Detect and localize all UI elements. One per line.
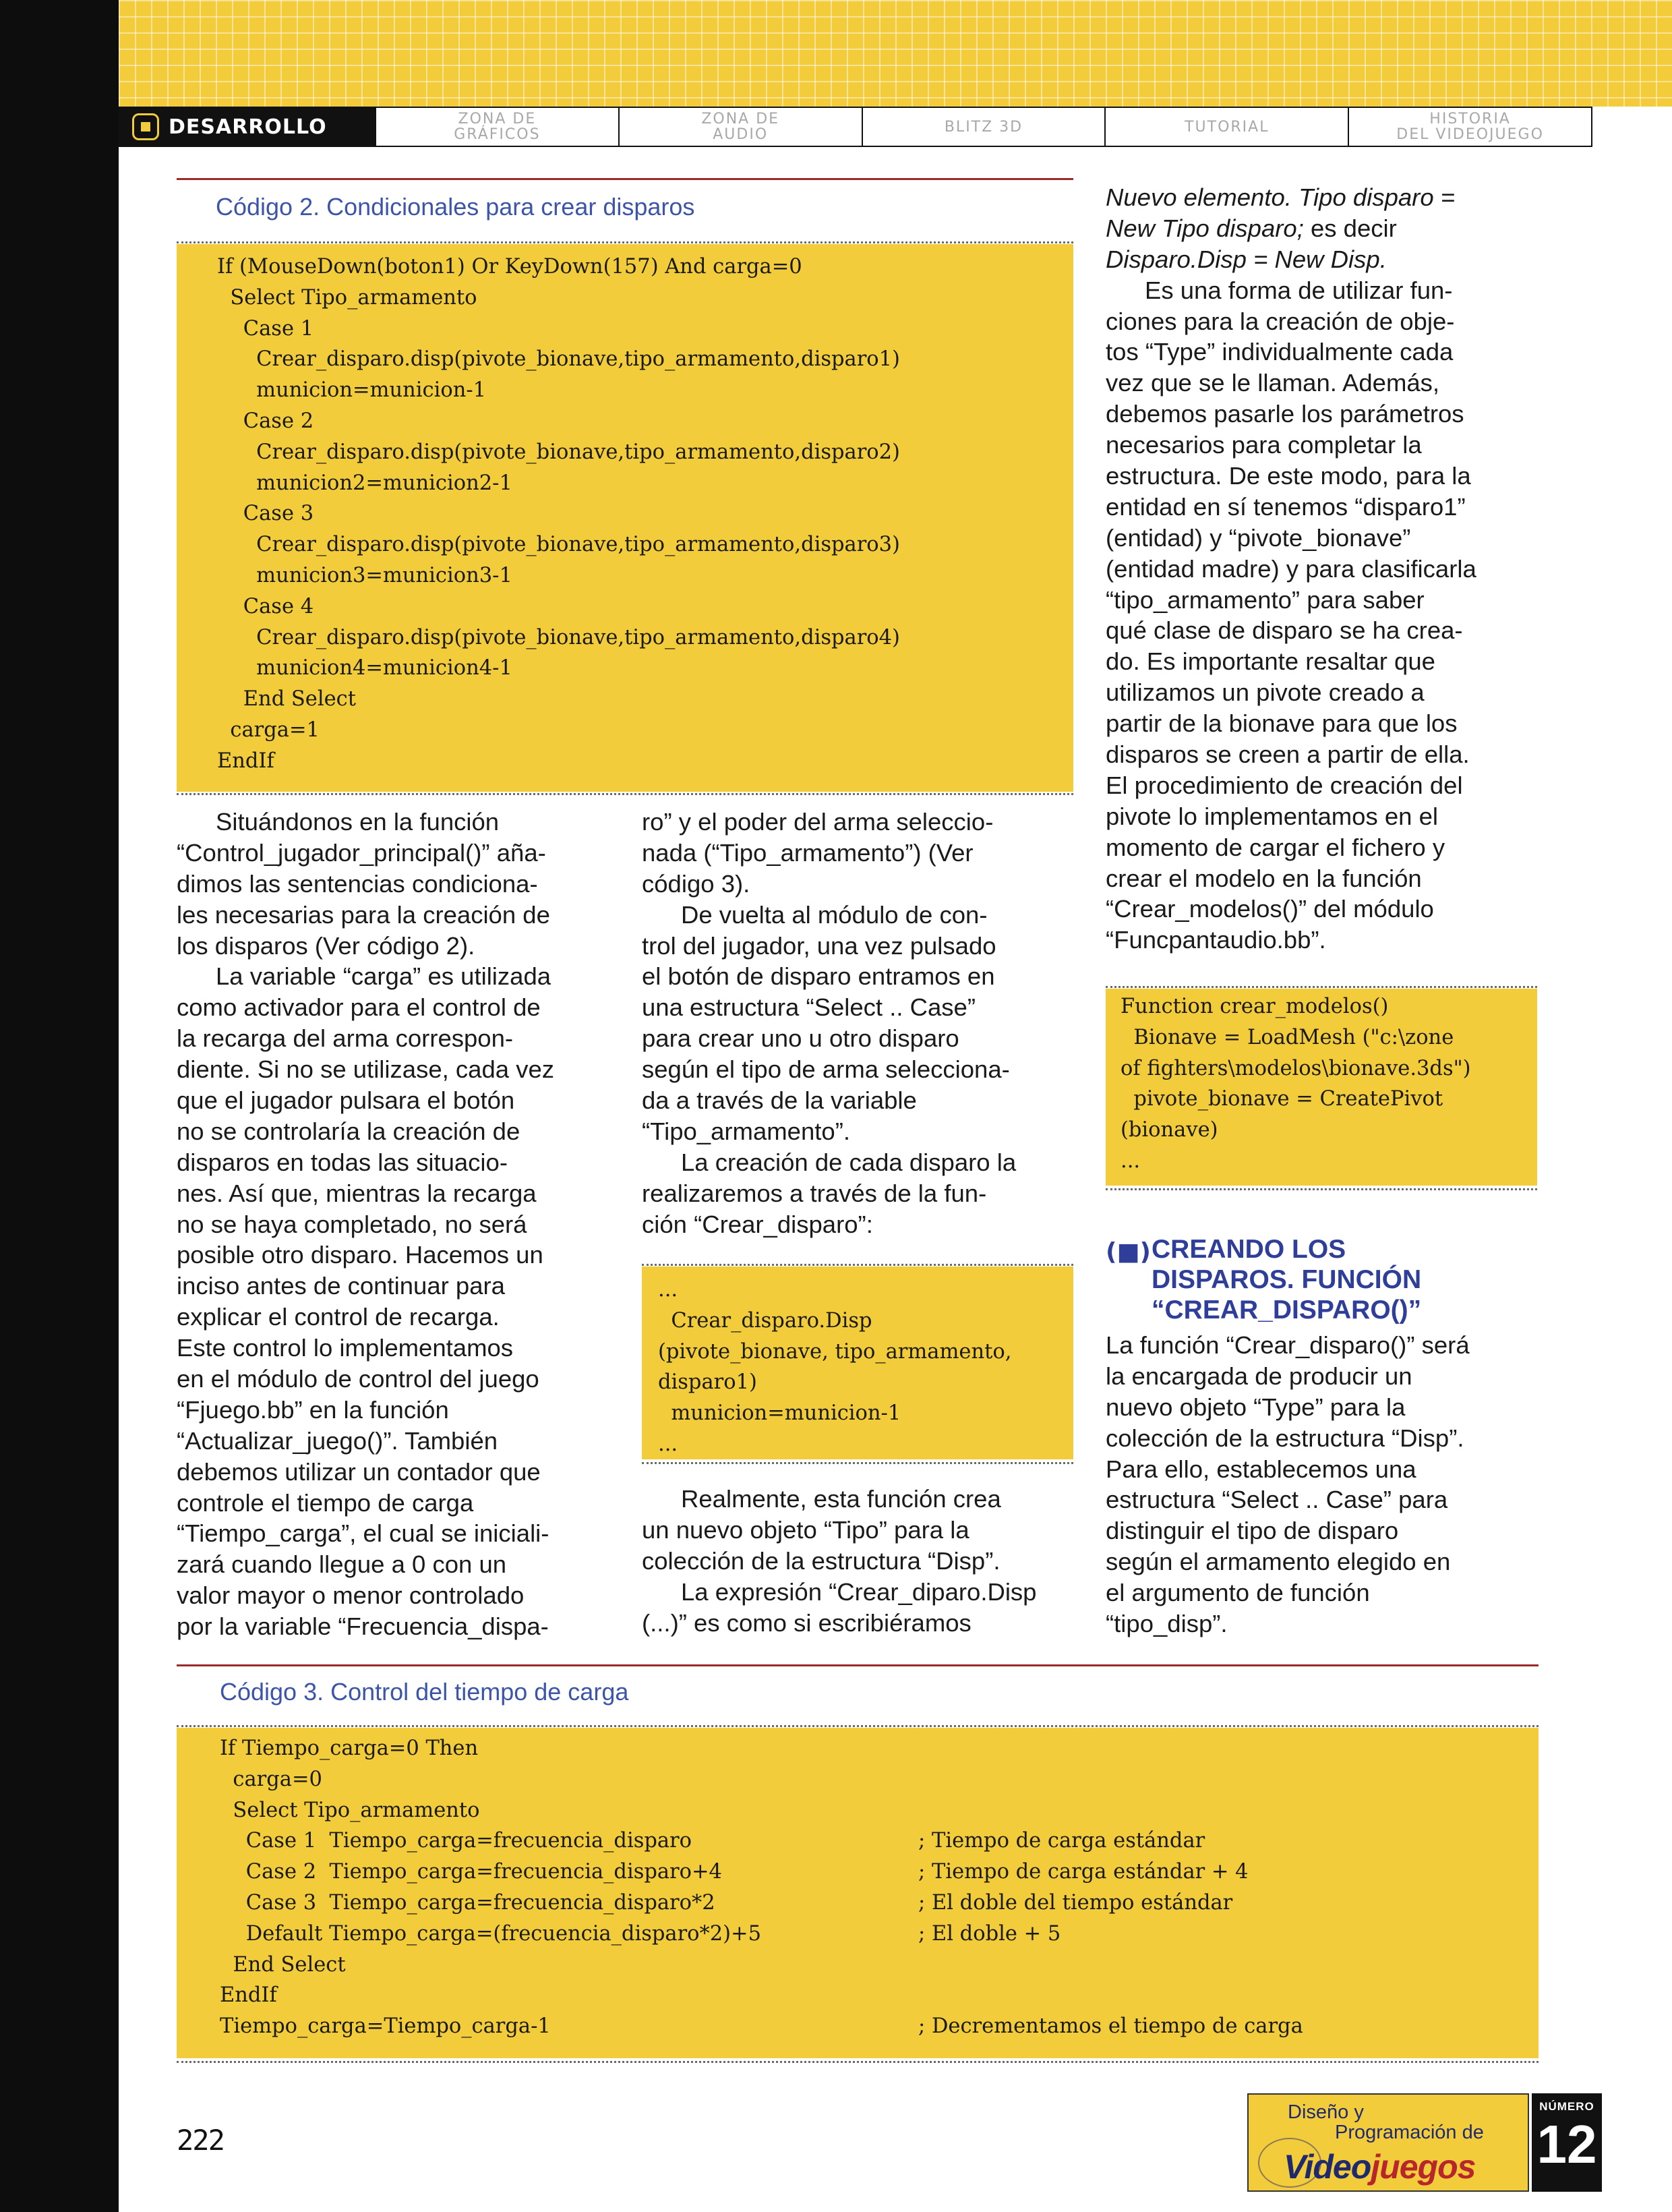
nav-tab-zona-audio[interactable] — [618, 108, 862, 146]
logo-word-2: juegos — [1371, 2148, 1476, 2186]
text-line: Realmente, esta función crea — [681, 1485, 1001, 1513]
text-fragment: es decir — [1303, 214, 1397, 242]
code-line: Case 4 — [217, 594, 314, 618]
text-line: Este control lo implementamos — [177, 1334, 514, 1362]
text-line: El procedimiento de creación del — [1106, 771, 1463, 799]
text-line: La función “Crear_disparo()” será — [1106, 1331, 1470, 1359]
text-line: realizaremos a través de la fun- — [642, 1179, 987, 1207]
code-line — [220, 1857, 1539, 1888]
code-line — [220, 1795, 1539, 1826]
text-line: estructura “Select .. Case” para — [1106, 1486, 1448, 1514]
text-line: por la variable “Frecuencia_dispa- — [177, 1612, 549, 1641]
text-line: qué clase de disparo se ha crea- — [1106, 616, 1463, 645]
nav-tab-label: AUDIO — [713, 126, 769, 143]
text-line: los disparos (Ver código 2). — [177, 931, 475, 960]
code-line: Crear_disparo.disp(pivote_bionave,tipo_armamento,disparo2) — [217, 440, 900, 464]
text-line: “Tipo_armamento”. — [642, 1117, 851, 1145]
top-yellow-band — [119, 0, 1672, 107]
code-statement: Case 3 Tiempo_carga=frecuencia_disparo*2 — [220, 1890, 715, 1915]
code-statement: Tiempo_carga=Tiempo_carga-1 — [220, 2014, 551, 2039]
nav-tab-label: ZONA DE — [701, 111, 780, 127]
text-line — [1106, 213, 1551, 244]
logo-title — [1284, 2147, 1475, 2186]
text-line: Es una forma de utilizar fun- — [1145, 276, 1453, 304]
text-line: en el módulo de control del juego — [177, 1365, 539, 1393]
text-line: entidad en sí tenemos “disparo1” — [1106, 492, 1466, 521]
text-line: código 3). — [642, 869, 750, 898]
code-line: municion=municion-1 — [217, 378, 487, 403]
dotted-rule — [177, 793, 1073, 795]
text-line: explicar el control de recarga. — [177, 1303, 500, 1331]
crear-modelos-snippet — [1106, 989, 1537, 1186]
text-line: controle el tiempo de carga — [177, 1488, 474, 1517]
code-comment: ; Tiempo de carga estándar — [918, 1829, 1205, 1853]
section-bullet-icon — [132, 113, 159, 140]
caption-rule — [177, 1664, 1539, 1666]
code-statement: Case 2 Tiempo_carga=frecuencia_disparo+4 — [220, 1860, 722, 1884]
text-line: Para ello, establecemos una — [1106, 1455, 1416, 1483]
code-statement: Select Tipo_armamento — [220, 1798, 480, 1822]
nav-tab-label: DEL VIDEOJUEGO — [1396, 126, 1544, 143]
text-line: “Crear_modelos()” del módulo — [1106, 895, 1434, 923]
nav-current-section[interactable] — [120, 108, 375, 146]
text-line: según el tipo de arma selecciona- — [642, 1055, 1010, 1084]
text-line: disparos en todas las situacio- — [177, 1148, 508, 1176]
text-line: diente. Si no se utilizase, cada vez — [177, 1055, 554, 1084]
column-2-text-bottom — [642, 1484, 1073, 1638]
crear-disparo-snippet — [642, 1267, 1073, 1459]
text-line: ción “Crear_disparo”: — [642, 1210, 873, 1238]
text-line: partir de la bionave para que los — [1106, 709, 1458, 738]
text-line: el botón de disparo entramos en — [642, 962, 995, 991]
code-statement: End Select — [220, 1952, 346, 1977]
code-line — [220, 1733, 1539, 1764]
dotted-rule — [177, 241, 1073, 243]
code-line: ... — [658, 1432, 678, 1456]
text-line: no se controlaría la creación de — [177, 1117, 520, 1145]
code-line: Case 3 — [217, 502, 314, 526]
code-line: disparo1) — [658, 1370, 757, 1395]
text-line: pivote lo implementamos en el — [1106, 802, 1438, 830]
code-line: (pivote_bionave, tipo_armamento, — [658, 1339, 1012, 1364]
section-nav — [119, 107, 1592, 147]
code-line: End Select — [217, 687, 356, 711]
text-line: colección de la estructura “Disp”. — [642, 1546, 1001, 1575]
text-line: vez que se le llaman. Además, — [1106, 369, 1440, 397]
dotted-rule — [1106, 986, 1537, 988]
text-line: distinguir el tipo de disparo — [1106, 1517, 1399, 1545]
text-line: necesarios para completar la — [1106, 431, 1422, 459]
text-line: “Actualizar_juego()”. También — [177, 1426, 498, 1455]
code-statement: EndIf — [220, 1983, 277, 2008]
code-line: carga=1 — [217, 718, 320, 742]
text-line: nada (“Tipo_armamento”) (Ver — [642, 838, 974, 867]
text-line: (...)” es como si escribiéramos — [642, 1608, 972, 1637]
column-1-text — [177, 807, 615, 1642]
code-line — [220, 2011, 1539, 2042]
text-line: La expresión “Crear_diparo.Disp — [681, 1577, 1037, 1606]
nav-tab-label: ZONA DE — [458, 111, 537, 127]
code-line: of fighters\modelos\bionave.3ds") — [1121, 1056, 1471, 1080]
code-line: municion=municion-1 — [658, 1401, 901, 1426]
logo-line1: Diseño y — [1288, 2101, 1364, 2123]
column-2-text — [642, 807, 1073, 1240]
text-line — [1106, 244, 1551, 275]
italic-text: Disparo.Disp = New Disp. — [1106, 245, 1387, 273]
nav-tab-label: TUTORIAL — [1185, 118, 1270, 136]
code-line: Function crear_modelos() — [1121, 995, 1389, 1018]
text-line: Situándonos en la función — [216, 808, 500, 836]
text-line: como activador para el control de — [177, 993, 541, 1022]
text-line: les necesarias para la creación de — [177, 900, 550, 929]
dotted-rule — [177, 2061, 1539, 2063]
logo-line2: Programación de — [1335, 2122, 1484, 2143]
code-line: Case 2 — [217, 409, 314, 433]
code-line: pivote_bionave = CreatePivot — [1121, 1087, 1443, 1111]
italic-text: New Tipo disparo; — [1106, 214, 1304, 242]
code-line: Crear_disparo.Disp — [658, 1308, 872, 1333]
text-line: una estructura “Select .. Case” — [642, 993, 976, 1022]
code-statement: If Tiempo_carga=0 Then — [220, 1737, 479, 1760]
nav-tab-label: HISTORIA — [1429, 111, 1511, 127]
nav-tab-tutorial[interactable] — [1104, 108, 1348, 146]
issue-number: 12 — [1536, 2114, 1597, 2174]
logo-word-1: Video — [1284, 2148, 1371, 2186]
text-line: colección de la estructura “Disp”. — [1106, 1424, 1464, 1452]
text-line: “tipo_armamento” para saber — [1106, 585, 1425, 614]
dotted-rule — [642, 1264, 1073, 1266]
text-line: la encargada de producir un — [1106, 1362, 1412, 1390]
code-line: municion3=municion3-1 — [217, 563, 512, 587]
text-line: utilizamos un pivote creado a — [1106, 678, 1425, 707]
text-line: dimos las sentencias condiciona- — [177, 869, 538, 898]
text-line: debemos utilizar un contador que — [177, 1457, 541, 1486]
text-line: nes. Así que, mientras la recarga — [177, 1179, 537, 1207]
text-line: un nuevo objeto “Tipo” para la — [642, 1515, 969, 1544]
text-line: “Tiempo_carga”, el cual se iniciali- — [177, 1519, 549, 1548]
nav-tab-historia[interactable] — [1348, 108, 1591, 146]
text-line: do. Es importante resaltar que — [1106, 647, 1435, 676]
dotted-rule — [177, 1725, 1539, 1727]
text-line: momento de cargar el fichero y — [1106, 833, 1445, 861]
text-line: posible otro disparo. Hacemos un — [177, 1241, 543, 1269]
code-comment: ; El doble del tiempo estándar — [918, 1890, 1233, 1915]
caption-rule — [177, 178, 1073, 180]
code-line: ... — [658, 1278, 678, 1302]
issue-label: NÚMERO — [1539, 2100, 1594, 2113]
nav-tab-label: BLITZ 3D — [944, 118, 1023, 136]
heading-line: DISPAROS. FUNCIÓN — [1152, 1265, 1422, 1294]
code-line — [220, 1919, 1539, 1950]
dotted-rule — [642, 1462, 1073, 1464]
code-line: Crear_disparo.disp(pivote_bionave,tipo_armamento,disparo4) — [217, 625, 900, 649]
nav-tab-blitz3d[interactable] — [862, 108, 1105, 146]
code-line: municion2=municion2-1 — [217, 471, 512, 495]
code-line: If (MouseDown(boton1) Or KeyDown(157) And carga=0 — [217, 255, 802, 279]
text-line: La variable “carga” es utilizada — [216, 962, 551, 991]
code-line — [220, 1980, 1539, 2011]
text-line: según el armamento elegido en — [1106, 1548, 1451, 1576]
text-line: trol del jugador, una vez pulsado — [642, 931, 996, 960]
code-line: Select Tipo_armamento — [217, 285, 477, 310]
page-number: 222 — [177, 2124, 224, 2157]
text-line: (entidad) y “pivote_bionave” — [1106, 523, 1411, 552]
code-line — [220, 1826, 1539, 1857]
text-line: estructura. De este modo, para la — [1106, 462, 1471, 490]
text-line: “Fjuego.bb” en la función — [177, 1395, 449, 1424]
code-line — [220, 1764, 1539, 1795]
text-line: De vuelta al módulo de con- — [681, 900, 988, 929]
dotted-rule — [1106, 1188, 1537, 1190]
text-line: valor mayor o menor controlado — [177, 1581, 525, 1610]
code-line: Crear_disparo.disp(pivote_bionave,tipo_armamento,disparo1) — [217, 347, 900, 372]
code3-block — [177, 1728, 1539, 2058]
code-statement: Default Tiempo_carga=(frecuencia_disparo*2)+5 — [220, 1921, 762, 1946]
issue-badge — [1532, 2093, 1602, 2192]
code-line: municion4=municion4-1 — [217, 656, 512, 680]
text-line: (entidad madre) y para clasificarla — [1106, 554, 1476, 583]
text-line: inciso antes de continuar para — [177, 1272, 505, 1300]
section-bullet-icon: (■) — [1106, 1238, 1151, 1266]
code3-caption: Código 3. Control del tiempo de carga — [220, 1678, 629, 1706]
nav-current-section-label: DESARROLLO — [169, 115, 327, 139]
nav-tab-label: GRÁFICOS — [454, 126, 541, 143]
text-line: que el jugador pulsara el botón — [177, 1086, 515, 1115]
column-3-text-after — [1106, 1330, 1551, 1639]
code-line: Bionave = LoadMesh ("c:\zone — [1121, 1025, 1454, 1049]
code-comment: ; Decrementamos el tiempo de carga — [918, 2014, 1303, 2039]
text-line: “tipo_disp”. — [1106, 1610, 1228, 1638]
text-line: crear el modelo en la función — [1106, 864, 1422, 892]
heading-line: CREANDO LOS — [1152, 1235, 1346, 1264]
left-black-margin — [0, 0, 119, 2212]
code-line — [220, 1888, 1539, 1919]
code-statement: carga=0 — [220, 1767, 322, 1791]
text-line: para crear uno u otro disparo — [642, 1024, 959, 1053]
magazine-logo — [1247, 2093, 1529, 2192]
text-line: tos “Type” individualmente cada — [1106, 338, 1454, 366]
code-comment: ; Tiempo de carga estándar + 4 — [918, 1860, 1249, 1884]
heading-line: “CREAR_DISPARO()” — [1152, 1296, 1422, 1325]
text-line: zará cuando llegue a 0 con un — [177, 1550, 507, 1579]
section-heading — [1152, 1234, 1556, 1325]
text-line: ro” y el poder del arma seleccio- — [642, 808, 994, 836]
column-3-text — [1106, 182, 1551, 956]
text-line — [1106, 182, 1551, 213]
text-line: debemos pasarle los parámetros — [1106, 400, 1464, 428]
code-line: Crear_disparo.disp(pivote_bionave,tipo_armamento,disparo3) — [217, 533, 900, 557]
code-statement: Case 1 Tiempo_carga=frecuencia_disparo — [220, 1829, 692, 1853]
text-line: ciones para la creación de obje- — [1106, 307, 1455, 335]
code-line — [220, 1950, 1539, 1981]
text-line: el argumento de función — [1106, 1579, 1370, 1607]
code-comment: ; El doble + 5 — [918, 1921, 1061, 1946]
code-line: ... — [1121, 1148, 1141, 1173]
code-line: EndIf — [217, 749, 274, 773]
code-line: Case 1 — [217, 316, 314, 341]
code-line: (bionave) — [1121, 1118, 1218, 1142]
text-line: la recarga del arma correspon- — [177, 1024, 514, 1053]
text-line: La creación de cada disparo la — [681, 1148, 1017, 1176]
text-line: disparos se creen a partir de ella. — [1106, 740, 1470, 769]
text-line: da a través de la variable — [642, 1086, 917, 1115]
nav-tab-zona-graficos[interactable] — [375, 108, 618, 146]
text-line: nuevo objeto “Type” para la — [1106, 1393, 1406, 1421]
code2-block — [177, 244, 1073, 792]
italic-text: Nuevo elemento. Tipo disparo = — [1106, 183, 1456, 211]
code2-caption: Código 2. Condicionales para crear disparos — [216, 193, 695, 221]
text-line: “Funcpantaudio.bb”. — [1106, 926, 1326, 954]
text-line: no se haya completado, no será — [177, 1210, 527, 1238]
text-line: “Control_jugador_principal()” aña- — [177, 838, 546, 867]
